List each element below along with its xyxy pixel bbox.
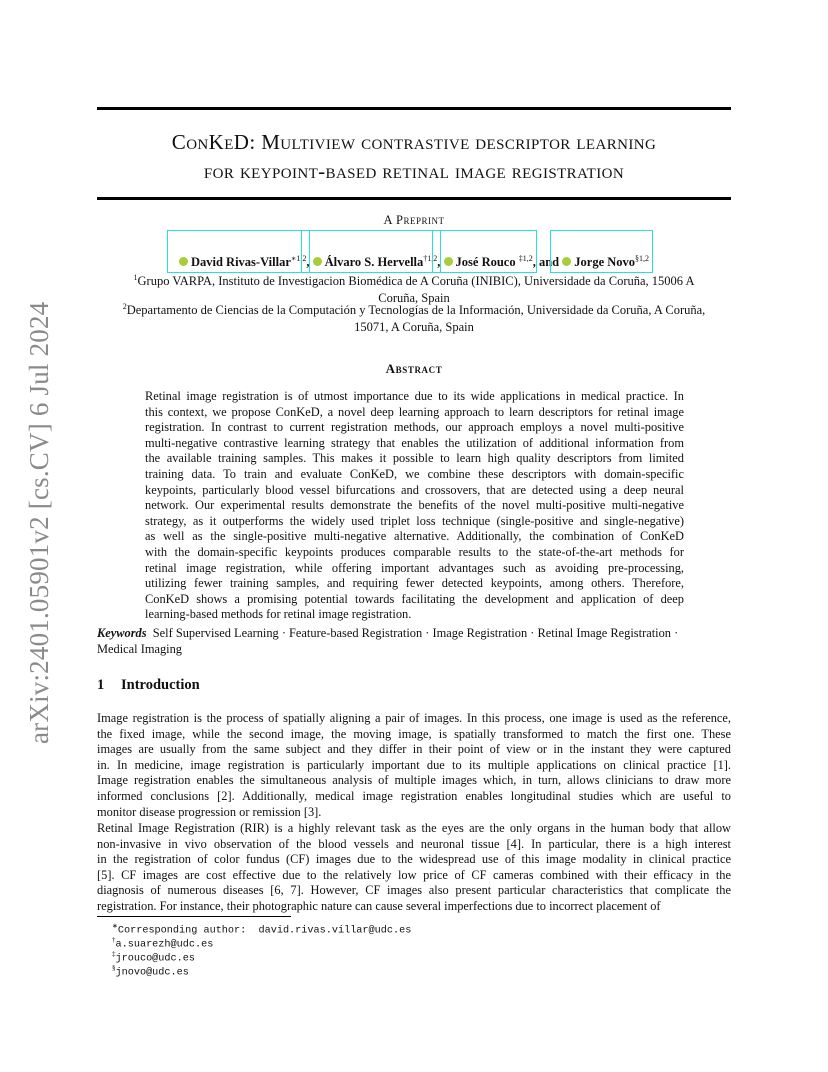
text-line: images are usually from the same subject and they differ in their point of view or in the instant they were captured	[97, 742, 731, 757]
text-line: Image registration enables the simultaneous analysis of multiple images which, in turn, allows clinicians to draw more	[97, 773, 731, 788]
text-line: Image registration is the process of spatially aligning a pair of images. In this process, one image is used as the reference,	[97, 711, 731, 725]
footnote-rule	[97, 916, 291, 917]
text-line: in. In medicine, image registration is particularly important due to its multiple applications on clinical practice [1].	[97, 757, 731, 772]
intro-paragraph-2	[97, 821, 731, 915]
text-line: learning-based methods for retinal image registration.	[145, 607, 412, 622]
text-line: monitor disease progression or remission [3].	[97, 804, 322, 819]
text-line: this context, we propose ConKeD, a novel deep learning approach to learn descriptors for retinal image	[145, 404, 684, 419]
affiliation-1: $^1$Grupo VARPA, Instituto de Investigacion Biomédica de A Coruña (INIBIC), Universidade da Coruña, 15006 A Coruña, Spain	[133, 273, 695, 306]
title-line-1: ConKeD: Multiview contrastive descriptor learning	[171, 130, 657, 154]
preprint-label: A Preprint	[383, 213, 445, 227]
text-line: with the domain-specific keypoints produces comparable results to the state-of-the-art methods for	[145, 544, 684, 559]
author-link[interactable]: Jorge Novo$^{\S 1,2}$	[562, 254, 649, 270]
text-line: [5]. CF images are cost effective due to the relatively low price of CF cameras combined with their efficacy in the	[97, 867, 731, 882]
text-line: registration. In contrast to current registration methods, our approach employs a novel multi-positive	[145, 420, 684, 435]
top-rule-thick	[97, 107, 731, 110]
text-line: the fixed image, while the second image, the moving image, is spatially transformed to match the first one. These	[97, 726, 731, 741]
bottom-rule-thick	[97, 197, 731, 200]
affiliation-2: $^2$Departamento de Ciencias de la Computación y Tecnologías de la Información, Universidade da Coruña, A Coruña, 15071, A Coruña, Spain	[122, 302, 706, 335]
text-line: registration. For instance, their photographic nature can cause several imperfections due to incorrect placement of	[97, 898, 661, 913]
text-line: keypoints, particularly blood vessel bifurcations and crossovers, that are detected using a deep neural	[145, 482, 684, 497]
section-heading: 1 Introduction	[97, 677, 200, 693]
footnote-1: ∗Corresponding author: david.rivas.villar@udc.es	[112, 922, 412, 937]
text-line: as well as the single-positive multi-negative alternative. Additionally, the combination of ConKeD	[145, 529, 684, 544]
paper-title	[97, 128, 731, 186]
text-line: Retinal Image Registration (RIR) is a highly relevant task as the eyes are the only organs in the human body that allow	[97, 821, 731, 835]
text-line: multi-negative contrastive learning strategy that enables the utilization of additional information from	[145, 435, 684, 450]
text-line: network. Our experimental results demonstrate the benefits of the novel multi-positive multi-negative	[145, 498, 684, 513]
author-link[interactable]: José Rouco $^{\ddagger 1,2}$	[444, 254, 533, 270]
keywords: Keywords Self Supervised Learning · Feature-based Registration · Image Registration · Retinal Image Registration · Medical Imaging	[97, 626, 679, 656]
author-link[interactable]: Álvaro S. Hervella$^{\dagger 1,2}$	[313, 254, 438, 270]
footnote-2: †a.suarezh@udc.es	[112, 936, 214, 951]
text-line: informed conclusions [2]. Additionally, medical image registration enables longitudinal studies which are useful to	[97, 788, 731, 803]
arxiv-stamp: arXiv:2401.05901v2 [cs.CV] 6 Jul 2024	[24, 301, 54, 744]
text-line: non-invasive in vivo observation of the blood vessels and neuronal tissue [4]. In particular, there is a high interest	[97, 836, 731, 851]
text-line: ConKeD shows a promising potential towards facilitating the development and application of deep	[145, 591, 684, 606]
keywords-label: Keywords	[97, 626, 147, 640]
title-line-2: for keypoint-based retinal image registration	[203, 159, 625, 183]
text-line: training data. To train and evaluate ConKeD, we combine these descriptors with domain-specific	[145, 466, 684, 481]
author-list: David Rivas-Villar$^{∗1,2}$, Álvaro S. Hervella$^{\dagger 1,2}$, José Rouco $^{\ddagger 1,2}$, and Jorge Novo$^{\S 1,2}$	[97, 254, 731, 270]
abstract-heading: Abstract	[385, 361, 443, 376]
footnote-3: ‡jrouco@udc.es	[112, 950, 195, 965]
intro-paragraph-1	[97, 711, 731, 820]
text-line: strategy, as it outperforms the widely used triplet loss technique (single-positive and single-negative)	[145, 513, 684, 528]
text-line: in the registration of color fundus (CF) images due to the widespread use of this image modality in clinical practice	[97, 852, 731, 867]
footnote-4: §jnovo@udc.es	[112, 964, 189, 979]
author-link[interactable]: David Rivas-Villar$^{∗1,2}$	[179, 254, 306, 270]
abstract-body	[145, 389, 684, 623]
text-line: retinal image registration, while offering important advantages such as avoiding pre-processing,	[145, 560, 684, 575]
text-line: utilizing fewer training samples, and requiring fewer detected keypoints, among others. Therefore,	[145, 576, 684, 591]
text-line: Retinal image registration is of utmost importance due to its wide applications in medical practice. In	[145, 389, 684, 403]
text-line: the available training samples. This makes it possible to learn high quality descriptors from limited	[145, 451, 684, 466]
text-line: diagnosis of numerous diseases [6, 7]. However, CF images also present particular characteristics that complicate the	[97, 883, 731, 898]
